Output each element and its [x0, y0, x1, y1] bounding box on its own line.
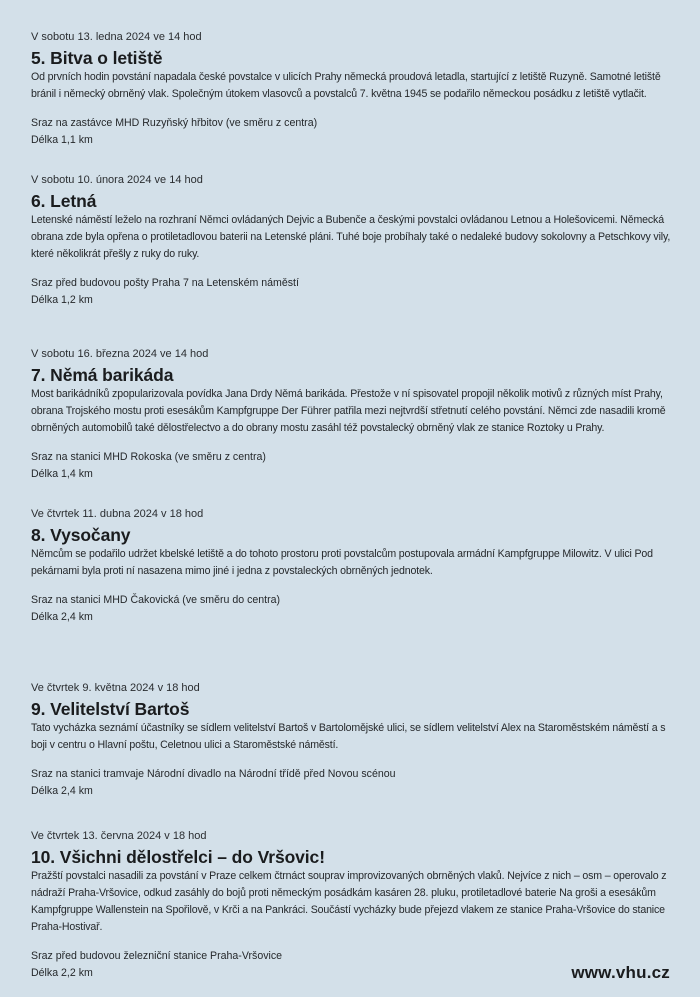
event-meeting-point: Sraz před budovou pošty Praha 7 na Letenském náměstí	[31, 277, 299, 289]
event-8	[31, 507, 671, 626]
event-length: Délka 1,4 km	[31, 468, 93, 480]
event-date: Ve čtvrtek 9. května 2024 v 18 hod	[31, 682, 200, 694]
event-length: Délka 1,1 km	[31, 134, 93, 146]
event-title: 10. Všichni dělostřelci – do Vršovic!	[31, 847, 325, 867]
event-5	[31, 30, 671, 149]
event-9	[31, 681, 671, 800]
event-meeting-point: Sraz na stanici MHD Rokoska (ve směru z centra)	[31, 451, 266, 463]
event-description: Němcům se podařilo udržet kbelské letiště a do tohoto prostoru proti povstalcům postupovala armádní Kampfgruppe Milowitz. V ulici Pod pekárnami byla proti ní nasazena mimo jiné i jedna z povstaleckých obrněných jednotek.	[31, 548, 653, 577]
event-title: 8. Vysočany	[31, 525, 131, 545]
event-title: 6. Letná	[31, 191, 97, 211]
event-6	[31, 173, 671, 309]
event-length: Délka 2,4 km	[31, 611, 93, 623]
event-description: Letenské náměstí leželo na rozhraní Němci ovládaných Dejvic a Bubenče a českými povstalci ovládanou Letnou a Holešovicemi. Německá obrana zde byla opřena o protiletadlovou baterii na Letenské pláni. Tuhé boje probíhaly také o nedaleké budovy sokolovny a Petschkovy vily, které několikrát přešly z ruky do ruky.	[31, 214, 671, 260]
event-title: 5. Bitva o letiště	[31, 48, 163, 68]
event-date: V sobotu 10. února 2024 ve 14 hod	[31, 174, 203, 186]
event-description: Most barikádníků zpopularizovala povídka Jana Drdy Němá barikáda. Přestože v ní spisovatel propojil několik motivů z různých míst Prahy, obrana Trojského mostu proti esesákům Kampfgruppe Der Führer patřila mezi nejtvrdší střetnutí celého povstání. Němci zde nasadili kromě obrněných automobilů také dělostřelectvo a do obrany mostu zasáhl též povstalecký obrněný vlak ze stanice Roztoky u Prahy.	[31, 388, 666, 434]
event-title: 7. Němá barikáda	[31, 365, 174, 385]
event-meeting-point: Sraz před budovou železniční stanice Praha-Vršovice	[31, 950, 283, 962]
event-date: Ve čtvrtek 11. dubna 2024 v 18 hod	[31, 508, 204, 520]
event-date: V sobotu 16. března 2024 ve 14 hod	[31, 348, 209, 360]
event-title: 9. Velitelství Bartoš	[31, 699, 190, 719]
event-description: Pražští povstalci nasadili za povstání v Praze celkem čtrnáct souprav improvizovaných obrněných vlaků. Nejvíce z nich – osm – operovalo z nádraží Praha-Vršovice, odkud zasáhly do bojů proti německým posádkám kasáren 28. pluku, protiletadlové baterie Na groši a esesákům Kampfgruppe Wallenstein na Spořilově, v Krči a na Pankráci. Součástí vycházky bude přejezd vlakem ze stanice Praha-Vršovice do stanice Praha-Hostivař.	[31, 870, 667, 933]
event-description: Tato vycházka seznámí účastníky se sídlem velitelství Bartoš v Bartolomějské ulici, se sídlem velitelství Alex na Staroměstském náměstí a s boji v centru o Hlavní poštu, Celetnou ulici a Staroměstské náměstí.	[31, 722, 666, 751]
event-length: Délka 2,2 km	[31, 967, 93, 979]
event-meeting-point: Sraz na stanici tramvaje Národní divadlo na Národní třídě před Novou scénou	[31, 768, 396, 780]
event-7	[31, 347, 671, 483]
event-date: V sobotu 13. ledna 2024 ve 14 hod	[31, 31, 202, 43]
website-url[interactable]: www.vhu.cz	[571, 963, 670, 982]
event-length: Délka 2,4 km	[31, 785, 93, 797]
event-meeting-point: Sraz na stanici MHD Čakovická (ve směru do centra)	[31, 594, 281, 606]
event-10	[31, 829, 671, 982]
event-description: Od prvních hodin povstání napadala české povstalce v ulicích Prahy německá proudová letadla, startující z letiště Ruzyně. Samotné letiště bránil i německý obrněný vlak. Společným útokem vlasovců a povstalců 7. května 1945 se podařilo německou posádku z letiště vytlačit.	[31, 71, 661, 100]
event-date: Ve čtvrtek 13. června 2024 v 18 hod	[31, 830, 207, 842]
event-meeting-point: Sraz na zastávce MHD Ruzyňský hřbitov (ve směru z centra)	[31, 117, 318, 129]
event-length: Délka 1,2 km	[31, 294, 93, 306]
